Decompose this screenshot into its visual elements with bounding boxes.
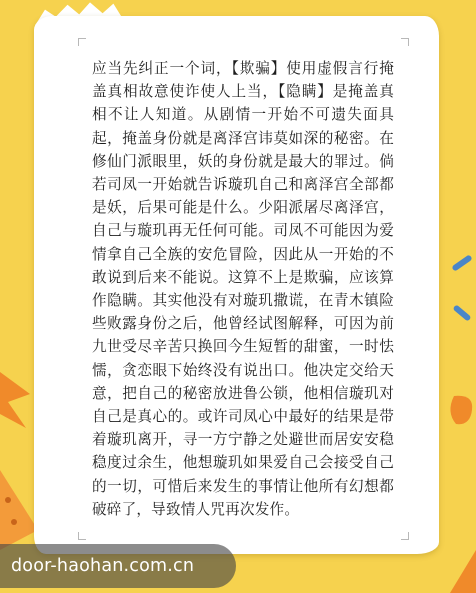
crop-mark-bottom-right bbox=[401, 532, 409, 540]
document-paragraph: 应当先纠正一个词，【欺骗】使用虚假言行掩盖真相故意使诈使人上当，【隐瞒】是掩盖真相不让人知道。从剧情一开始不可遗失面具起，掩盖身份就是离泽宫讳莫如深的秘密。在修仙门派眼里，妖的身份就是最大的罪过。倘若司凤一开始就告诉璇玑自己和离泽宫全部都是妖，后果可能是什么。少阳派屠尽离泽宫，自己与璇玑再无任何可能。司凤不可能因为爱情拿自己全族的安危冒险，因此从一开始的不敢说到后来不能说。这算不上是欺骗，应该算作隐瞒。其实他没有对璇玑撒谎，在青木镇险些败露身份之后，他曾经试图解释，可因为前九世受尽辛苦只换回今生短暂的甜蜜，一时怯懦，贪恋眼下始终没有说出口。他决定交给天意，把自己的秘密放进鲁公锁，他相信璇玑对自己是真心的。或许司凤心中最好的结果是带着璇玑离开，寻一方宁静之处避世而居安安稳稳度过余生，他想璇玑如果爱自己会接受自己的一切，可惜后来发生的事情让他所有幻想都破碎了，导致情人咒再次发作。 bbox=[92, 60, 394, 518]
crop-mark-top-right bbox=[401, 38, 409, 46]
crop-mark-bottom-left bbox=[78, 532, 86, 540]
site-watermark: door-haohan.com.cn bbox=[0, 544, 236, 588]
crop-mark-top-left bbox=[78, 38, 86, 46]
blue-dash-shape bbox=[445, 250, 476, 280]
orange-corner-shape bbox=[430, 540, 476, 593]
orange-blob-shape bbox=[446, 390, 476, 430]
orange-star-shape bbox=[0, 370, 34, 430]
blue-dash-shape-2 bbox=[448, 300, 476, 328]
